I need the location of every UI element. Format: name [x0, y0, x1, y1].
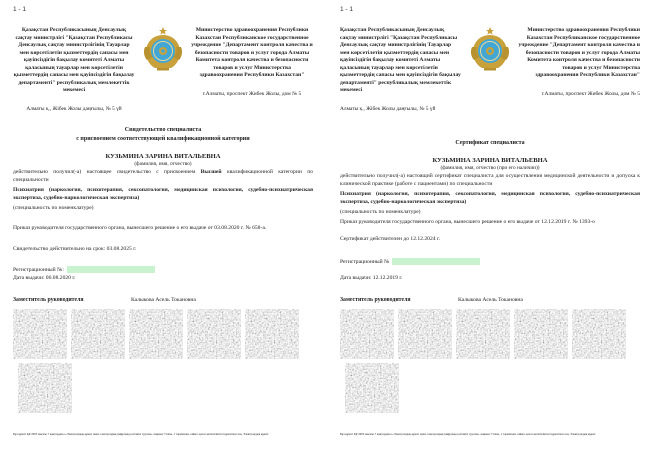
issuer-name-kazakh-text: Қазақстан Республикасының Денсаулық сақтау министрлігі "Қазақстан Республикасы Денсаулық сақтау министрлігінің Тауарлар мен көрсетілетін қызметтердің сапасы мен қауіпсіздігін бақылау комитеті Алматы қаласының тауарлар мен көрсетілетін қызметтердің сапасы мен қауіпсіздігін бақылау департаменті" республикалық мемлекеттік мекемесі [13, 27, 135, 94]
specialty-caption: (специальность по номенклатуре) [13, 204, 94, 211]
grant-statement-post: квалификационной категории по специальности [13, 169, 313, 184]
kazakhstan-emblem-icon [143, 27, 183, 71]
issuer-name-kazakh [340, 27, 462, 113]
grant-statement: действительно получил(-а) настоящий сертификат специалиста для осуществления медицинской деятельности и допуска к клинической практике (работе с пациентами) по специальности [340, 173, 640, 188]
page-certificate-qualification [0, 0, 327, 450]
issuer-name-russian [518, 27, 640, 113]
document-title [13, 126, 313, 144]
signature-qr-code [572, 309, 626, 359]
page-certificate-specialist [327, 0, 654, 450]
registration-number-redacted [392, 258, 480, 265]
issuer-address-russian: г.Алматы, проспект Жибек Жолы, дом № 5 [541, 90, 640, 97]
digital-signature-stamps [340, 309, 640, 413]
holder-name: КУЗЬМИНА ЗАРИНА ВИТАЛЬЕВНА [432, 157, 548, 165]
signer-role: Заместитель руководителя [340, 297, 411, 304]
issuer-address-kazakh: Алматы қ., Жібек Жолы даңғылы, № 5 үй [340, 105, 436, 112]
page-number-marker: 1 - 1 [13, 6, 27, 13]
signature-qr-code [514, 309, 568, 359]
legal-footer: Бұл құжат ҚР 2003 жылғы 7 қаңтардағы «Электрондық құжат және электрондық цифрлық қолтаңба туралы» заңның 7 бабы, 1 тармағына сәйкес қағаз жеткізгіштегі құжатпен тең. Электрондық құжат [13, 433, 269, 437]
document-title-line1: Свидетельство специалиста [124, 127, 202, 134]
qualification-category: Высшей [200, 169, 222, 176]
validity-line: Свидетельство действительно на срок: 03.08.2025 г. [13, 246, 137, 253]
signature-qr-code [129, 309, 183, 359]
signature-qr-code [340, 309, 394, 359]
validity-line: Сертификат действителен до 12.12.2024 г. [340, 236, 441, 243]
signature-qr-code [13, 309, 67, 359]
signer-role: Заместитель руководителя [13, 297, 84, 304]
signature-row [340, 297, 640, 303]
letterhead [13, 27, 313, 113]
signature-qr-code [71, 309, 125, 359]
specialty-name: Психиатрия (наркология, психотерапия, сексопатология, медицинская психология, судебно-психиатрическая экспертиза, судебно-наркологическая экспертиза) [340, 190, 640, 205]
issuer-address-kazakh: Алматы қ., Жібек Жолы даңғылы, № 5 үй [26, 105, 122, 112]
letterhead [340, 27, 640, 113]
issuer-name-kazakh-text: Қазақстан Республикасының Денсаулық сақтау министрлігі "Қазақстан Республикасы Денсаулық сақтау министрлігінің Тауарлар мен көрсетілетін қызметтердің сапасы мен қауіпсіздігін бақылау комитеті Алматы қаласының тауарлар мен көрсетілетін қызметтердің сапасы мен қауіпсіздігін бақылау департаменті" республикалық мемлекеттік мекемесі [340, 27, 461, 94]
signature-qr-code [245, 309, 299, 359]
specialty-name: Психиатрия (наркология, психотерапия, сексопатология, медицинская психология, судебно-психиатрическая экспертиза, судебно-наркологическая экспертиза) [13, 186, 313, 201]
signature-qr-code [187, 309, 241, 359]
document-title-line1: Сертификат специалиста [455, 140, 525, 147]
page-number-marker: 1 - 1 [340, 6, 354, 13]
holder-name-caption: (фамилия, имя, отчество (при его наличии)) [440, 165, 540, 172]
signer-name: Калыкова Асель Токановна [131, 297, 196, 304]
issuer-name-russian [191, 27, 313, 113]
registration-number-label: Регистрационный №: [13, 267, 64, 274]
issuer-name-kazakh [13, 27, 135, 113]
document-title [340, 139, 640, 148]
issuer-name-russian-text: Министерство здравоохранения Республики Казахстан Республиканское государственное учреждение "Департамент контроля качества и безопасности товаров и услуг города Алматы Комитета контроля качества и безопасности товаров и услуг Министерства здравоохранения Республики Казахстан" [191, 27, 313, 79]
signature-qr-code [345, 363, 399, 413]
registration-number-line [340, 258, 640, 265]
issuer-name-russian-text: Министерство здравоохранения Республики Казахстан Республиканское государственное учреждение "Департамент контроля качества и безопасности товаров и услуг города Алматы Комитета контроля качества и безопасности товаров и услуг Министерства здравоохранения Республики Казахстан" [518, 27, 640, 79]
signature-qr-code [456, 309, 510, 359]
grant-statement [13, 169, 313, 185]
signature-qr-code [398, 309, 452, 359]
document-title-line2: с присвоением соответствующей квалификационной категории [76, 136, 250, 143]
holder-name: КУЗЬМИНА ЗАРИНА ВИТАЛЬЕВНА [105, 153, 221, 161]
holder-name-caption: (фамилия, имя, отчество) [134, 161, 192, 168]
grant-statement-pre: действительно получил(-а) настоящее свидетельство с присвоением [13, 169, 201, 176]
specialty-caption: (специальность по номенклатуре) [340, 208, 421, 215]
order-line: Приказ руководителя государственного органа, вынесшего решение о его выдаче от 12.12.2019 г. № 1393-о [340, 219, 595, 226]
registration-number-label: Регистрационный № [340, 259, 390, 266]
signature-row [13, 297, 313, 303]
signer-name: Калыкова Асель Токановна [458, 297, 523, 304]
legal-footer: Бұл құжат ҚР 2003 жылғы 7 қаңтардағы «Электрондық құжат және электрондық цифрлық қолтаңба туралы» заңның 7 бабы, 1 тармағына сәйкес қағаз жеткізгіштегі құжатпен тең. Электрондық құжат [340, 433, 596, 437]
registration-number-line [13, 266, 313, 273]
digital-signature-stamps [13, 309, 313, 413]
signature-qr-code [18, 363, 72, 413]
registration-number-redacted [67, 266, 155, 273]
issuer-address-russian: г.Алматы, проспект Жибек Жолы, дом № 5 [202, 90, 302, 97]
emblem-container [462, 27, 518, 113]
kazakhstan-emblem-icon [470, 27, 510, 71]
emblem-container [135, 27, 191, 113]
issue-date-line: Дата выдачи: 06.08.2020 г. [13, 275, 76, 282]
issue-date-line: Дата выдачи: 12.12.2019 г. [340, 275, 403, 282]
order-line: Приказ руководителя государственного органа, вынесшего решение о его выдаче от 03.08.2020 г. № 658-а. [13, 225, 267, 232]
